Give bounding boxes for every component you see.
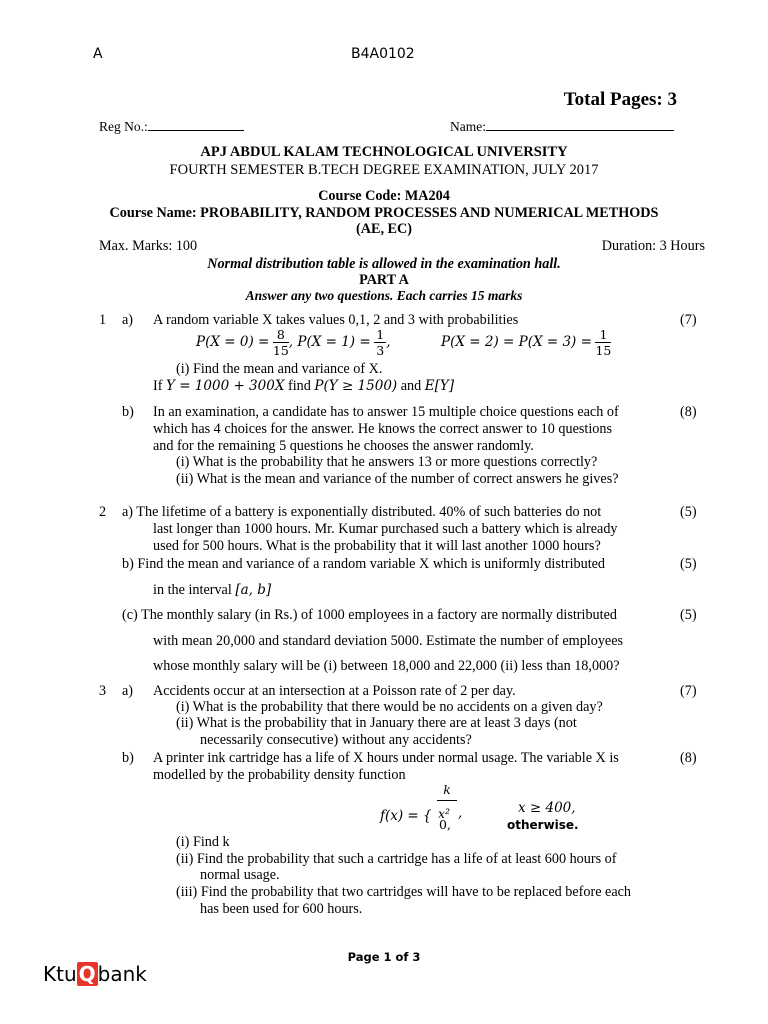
- q3a-sub-ii-2: necessarily consecutive) without any accidents?: [200, 732, 472, 748]
- q1a-if-line: [153, 378, 454, 395]
- math-interval: [a, b]: [235, 582, 272, 598]
- exam-title: FOURTH SEMESTER B.TECH DEGREE EXAMINATION, JULY 2017: [169, 162, 599, 178]
- p-x1: , P(X = 1) =: [288, 334, 371, 350]
- q2b-line2: [153, 582, 271, 599]
- paper-code: B4A0102: [351, 46, 415, 62]
- q2a-line2: last longer than 1000 hours. Mr. Kumar purchased such a battery which is already: [153, 521, 618, 537]
- name-field: [450, 118, 674, 135]
- q1-number: 1: [99, 312, 107, 328]
- q2c-line2: with mean 20,000 and standard deviation 5000. Estimate the number of employees: [153, 633, 624, 649]
- total-pages: Total Pages: 3: [563, 89, 677, 110]
- q1b-sub-ii: (ii) What is the mean and variance of the number of correct answers he gives?: [176, 471, 619, 487]
- p-x0: P(X = 0) =: [196, 334, 270, 350]
- pdf-lhs: f(x) = {: [380, 808, 432, 824]
- branches: (AE, EC): [356, 221, 412, 237]
- q3b-label: b): [122, 750, 134, 766]
- ktuqbank-logo: [43, 962, 147, 986]
- q3b-sub-i: [176, 834, 230, 851]
- name-label: Name:: [450, 119, 486, 134]
- text: If: [153, 378, 166, 394]
- fraction-1-15: [595, 327, 611, 358]
- q1a-sub-i: (i) Find the mean and variance of X.: [176, 361, 383, 377]
- text: (i) Find k: [176, 834, 230, 850]
- q2a-line1: a) The lifetime of a battery is exponentially distributed. 40% of such batteries do not: [122, 504, 602, 520]
- duration: Duration: 3 Hours: [601, 238, 705, 254]
- q2a-line3: used for 500 hours. What is the probability that it will last another 1000 hours?: [153, 538, 601, 554]
- university-name: APJ ABDUL KALAM TECHNOLOGICAL UNIVERSITY: [200, 144, 568, 160]
- fraction-denominator: 3: [376, 343, 385, 359]
- name-line: [486, 118, 674, 131]
- separator: ,: [386, 334, 391, 350]
- fraction-8-15: [273, 327, 289, 358]
- fraction-numerator: 1: [376, 327, 385, 343]
- pdf-fraction-bar: [437, 800, 457, 801]
- text: find: [284, 378, 315, 394]
- logo-q: Q: [78, 962, 96, 986]
- q1-probabilities-2: [441, 325, 611, 359]
- q3a-text: Accidents occur at an intersection at a Poisson rate of 2 per day.: [153, 683, 516, 699]
- q2b-line1: b) Find the mean and variance of a random variable X which is uniformly distributed: [122, 556, 606, 572]
- series-code: A: [93, 46, 103, 62]
- exam-note: Normal distribution table is allowed in the examination hall.: [207, 256, 561, 272]
- q2c-line3: whose monthly salary will be (i) between 18,000 and 22,000 (ii) less than 18,000?: [153, 658, 620, 674]
- q1b-text: [153, 404, 666, 454]
- q1-probabilities: [196, 325, 390, 359]
- pdf-condition-2: otherwise.: [507, 818, 579, 832]
- q1b-sub-i: (i) What is the probability that he answers 13 or more questions correctly?: [176, 454, 598, 470]
- max-marks: Max. Marks: 100: [99, 238, 198, 254]
- q2c-marks: (5): [680, 607, 697, 623]
- pdf-fraction-denominator: x²: [438, 806, 451, 821]
- q2c-line1: (c) The monthly salary (in Rs.) of 1000 employees in a factory are normally distributed: [122, 607, 617, 623]
- course-code: Course Code: MA204: [318, 188, 450, 204]
- q2-number: 2: [99, 504, 107, 520]
- p-x23: P(X = 2) = P(X = 3) =: [441, 334, 592, 350]
- pdf-comma: ,: [458, 805, 463, 821]
- reg-no-label: Reg No.:: [99, 119, 148, 134]
- page-number: Page 1 of 3: [347, 950, 421, 964]
- q1a-marks: (7): [680, 312, 697, 328]
- text-line: and for the remaining 5 questions he chooses the answer randomly.: [153, 437, 534, 454]
- q1b-marks: (8): [680, 404, 697, 420]
- text: in the interval: [153, 582, 236, 598]
- fraction-denominator: 15: [595, 343, 612, 359]
- text-line: which has 4 choices for the answer. He knows the correct answer to 10 questions: [153, 420, 612, 437]
- q3-number: 3: [99, 683, 107, 699]
- q2b-marks: (5): [680, 556, 697, 572]
- q3a-sub-i: (i) What is the probability that there would be no accidents on a given day?: [176, 699, 603, 715]
- fraction-numerator: 1: [595, 327, 611, 343]
- q2a-marks: (5): [680, 504, 697, 520]
- reg-no-line: [148, 118, 244, 131]
- q3b-line1: A printer ink cartridge has a life of X hours under normal usage. The variable X is: [153, 750, 619, 766]
- logo-text-right: bank: [97, 962, 147, 986]
- q3b-line2: modelled by the probability density function: [153, 767, 406, 783]
- part-instruction: Answer any two questions. Each carries 15 marks: [245, 288, 523, 303]
- q1a-text: A random variable X takes values 0,1, 2 and 3 with probabilities: [153, 312, 519, 328]
- fraction-denominator: 15: [272, 343, 289, 359]
- math-p: P(Y ≥ 1500): [314, 378, 398, 394]
- text-line: In an examination, a candidate has to answer 15 multiple choice questions each of: [153, 404, 619, 420]
- q3a-label: a): [122, 683, 134, 699]
- course-name: Course Name: PROBABILITY, RANDOM PROCESSES AND NUMERICAL METHODS: [109, 205, 659, 221]
- pdf-condition-1: x ≥ 400,: [518, 800, 576, 816]
- q1a-label: a): [122, 312, 134, 328]
- q3b-sub-ii-1: (ii) Find the probability that such a cartridge has a life of at least 600 hours of: [176, 851, 617, 867]
- q3a-marks: (7): [680, 683, 697, 699]
- pdf-fraction-numerator: k: [443, 782, 451, 797]
- q3b-sub-ii-2: normal usage.: [200, 867, 280, 883]
- q3b-sub-iii-1: (iii) Find the probability that two cartridges will have to be replaced before each: [176, 884, 632, 900]
- q3b-marks: (8): [680, 750, 697, 766]
- pdf-zero: 0,: [439, 817, 451, 832]
- math-y: Y = 1000 + 300X: [166, 378, 285, 394]
- q1b-label: b): [122, 404, 134, 420]
- logo-text-left: Ktu: [43, 962, 77, 986]
- fraction-numerator: 8: [273, 327, 289, 343]
- text: and: [397, 378, 425, 394]
- q3a-sub-ii-1: (ii) What is the probability that in January there are at least 3 days (not: [176, 715, 577, 731]
- reg-no-field: [99, 118, 244, 135]
- fraction-1-3: [374, 327, 386, 358]
- math-e: E[Y]: [424, 378, 455, 394]
- q3b-sub-iii-2: has been used for 600 hours.: [200, 901, 363, 917]
- part-heading: PART A: [359, 272, 409, 288]
